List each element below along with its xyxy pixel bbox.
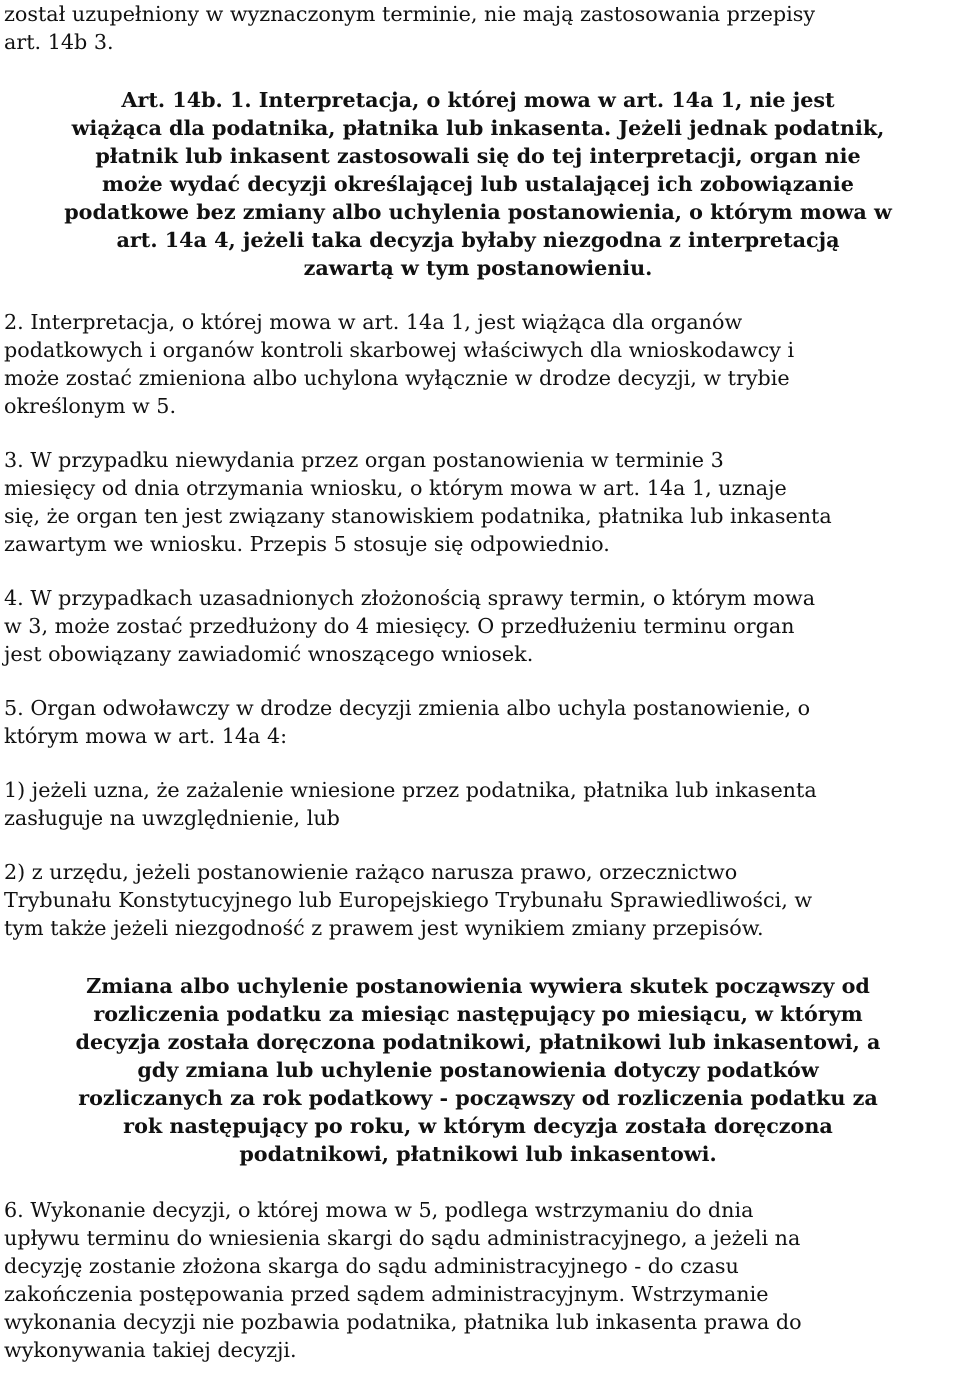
paragraph-section-5-item-1: 1) jeżeli uzna, że zażalenie wniesione przez podatnika, płatnika lub inkasenta zasługuje na uwzględnienie, lub — [4, 778, 817, 830]
paragraph-section-4: 4. W przypadkach uzasadnionych złożonością sprawy termin, o którym mowa w 3, może zostać przedłużony do 4 miesięcy. O przedłużeniu terminu organ jest obowiązany zawiadomić wnoszącego wniosek. — [4, 586, 816, 666]
paragraph-effect-bold: Zmiana albo uchylenie postanowienia wywiera skutek począwszy od rozliczenia podatku za miesiąc następujący po miesiącu, w którym decyzja została doręczona podatnikowi, płatnikowi lub inkasentowi, a gdy zmiana lub uchylenie postanowienia dotyczy podatków rozliczanych za rok podatkowy - począwszy od rozliczenia podatku za rok następujący po roku, w którym decyzja została doręczona podatnikowi, płatnikowi lub inkasentowi. — [75, 974, 881, 1166]
paragraph-section-5: 5. Organ odwoławczy w drodze decyzji zmienia albo uchyla postanowienie, o którym mowa w art. 14a 4: — [4, 696, 811, 748]
paragraph-section-6: 6. Wykonanie decyzji, o której mowa w 5, podlega wstrzymaniu do dnia upływu terminu do wniesienia skargi do sądu administracyjnego, a jeżeli na decyzję zostanie złożona skarga do sądu administracyjnego - do czasu zakończenia postępowania przed sądem administracyjnym. Wstrzymanie wykonania decyzji nie pozbawia podatnika, płatnika lub inkasenta prawa do wykonywania takiej decyzji. — [4, 1198, 802, 1362]
paragraph-section-5-item-2: 2) z urzędu, jeżeli postanowienie rażąco narusza prawo, orzecznictwo Trybunału Konstytucyjnego lub Europejskiego Trybunału Sprawiedliwości, w tym także jeżeli niezgodność z prawem jest wynikiem zmiany przepisów. — [4, 860, 813, 940]
paragraph-section-3: 3. W przypadku niewydania przez organ postanowienia w terminie 3 miesięcy od dnia otrzymania wniosku, o którym mowa w art. 14a 1, uznaje się, że organ ten jest związany stanowiskiem podatnika, płatnika lub inkasenta zawartym we wniosku. Przepis 5 stosuje się odpowiednio. — [4, 448, 832, 556]
paragraph-art-14b-1: Art. 14b. 1. Interpretacja, o której mowa w art. 14a 1, nie jest wiążąca dla podatnika, płatnika lub inkasenta. Jeżeli jednak podatnik, płatnik lub inkasent zastosowali się do tej interpretacji, organ nie może wydać decyzji określającej lub ustalającej ich zobowiązanie podatkowe bez zmiany albo uchylenia postanowienia, o którym mowa w art. 14a 4, jeżeli taka decyzja byłaby niezgodna z interpretacją zawartą w tym postanowieniu. — [64, 88, 892, 280]
paragraph-section-2: 2. Interpretacja, o której mowa w art. 14a 1, jest wiążąca dla organów podatkowych i organów kontroli skarbowej właściwych dla wnioskodawcy i może zostać zmieniona albo uchylona wyłącznie w drodze decyzji, w trybie określonym w 5. — [4, 310, 795, 418]
paragraph-intro: został uzupełniony w wyznaczonym terminie, nie mają zastosowania przepisy art. 14b 3. — [4, 2, 816, 54]
